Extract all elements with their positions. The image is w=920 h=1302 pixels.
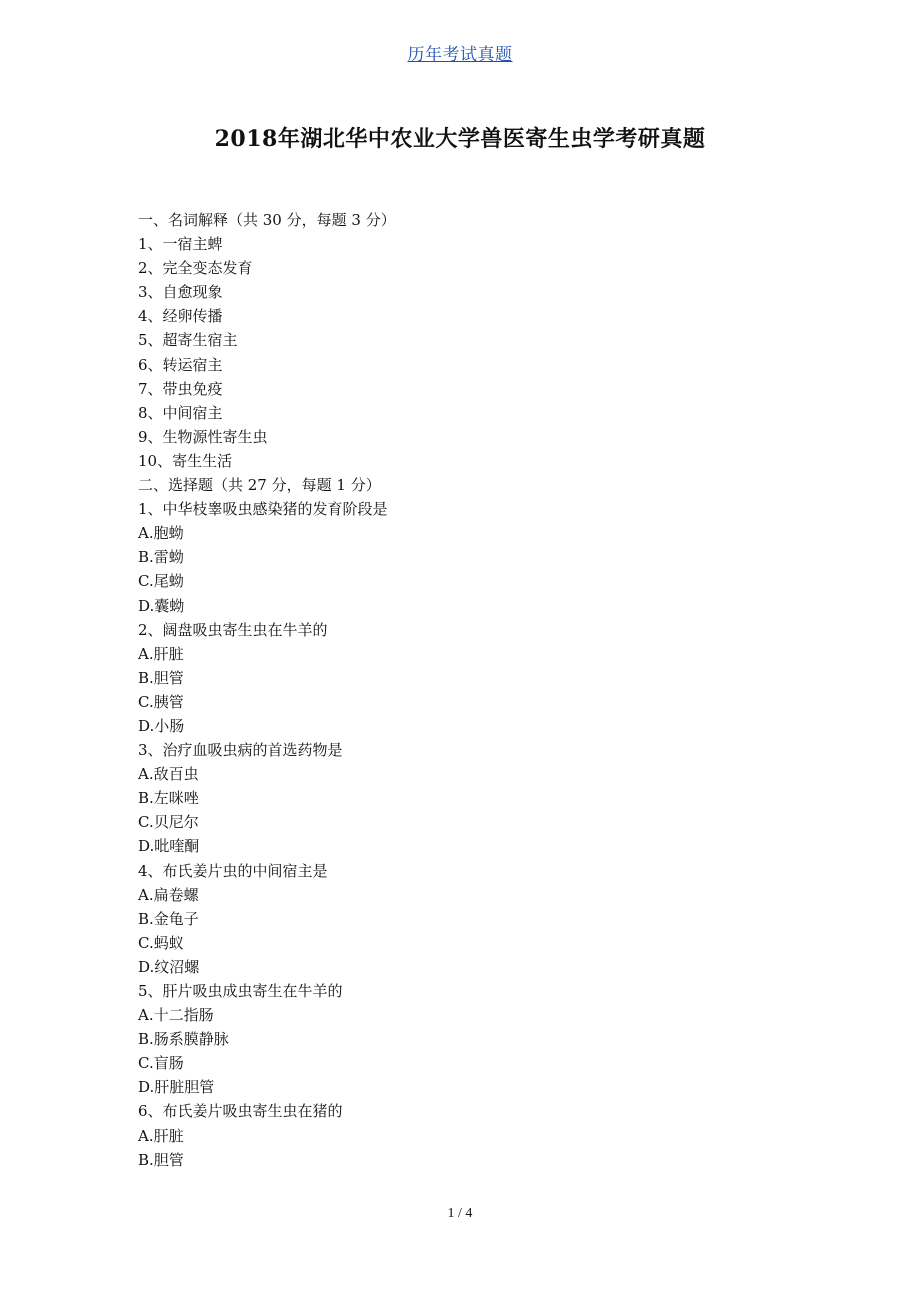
option: A.扁卷螺: [138, 885, 199, 904]
option: A.胞蚴: [138, 524, 184, 543]
option: D.肝脏胆管: [138, 1078, 215, 1097]
option: A.肝脏: [138, 1126, 184, 1145]
list-item: 2、完全变态发育: [138, 259, 253, 278]
option: B.金龟子: [138, 909, 199, 928]
option: D.纹沼螺: [138, 957, 200, 976]
option: C.盲肠: [138, 1054, 184, 1073]
option: A.肝脏: [138, 644, 184, 663]
page-indicator: 1 / 4: [447, 1206, 473, 1221]
option: B.胆管: [138, 668, 184, 687]
option: C.蚂蚁: [138, 933, 184, 952]
option: B.肠系膜静脉: [138, 1030, 229, 1049]
section-heading: 一、名词解释（共 30 分，每题 3 分）: [138, 211, 396, 229]
question: 3、治疗血吸虫病的首选药物是: [138, 741, 343, 760]
option: C.贝尼尔: [138, 813, 199, 832]
question: 6、布氏姜片吸虫寄生虫在猪的: [138, 1102, 343, 1121]
section-heading: 二、选择题（共 27 分，每题 1 分）: [138, 476, 381, 495]
list-item: 8、中间宿主: [138, 403, 223, 422]
list-item: 3、自愈现象: [138, 283, 223, 302]
list-item: 4、经卵传播: [138, 307, 223, 326]
option: B.雷蚴: [138, 548, 184, 567]
option: D.小肠: [138, 716, 185, 735]
option: C.尾蚴: [138, 572, 184, 591]
option: C.胰管: [138, 692, 184, 711]
option: A.敌百虫: [138, 765, 199, 784]
list-item: 1、一宿主蜱: [138, 235, 223, 254]
option: D.吡喹酮: [138, 837, 200, 856]
header-link[interactable]: 历年考试真题: [407, 45, 513, 65]
list-item: 5、超寄生宿主: [138, 331, 238, 350]
option: A.十二指肠: [138, 1006, 214, 1025]
question: 5、肝片吸虫成虫寄生在牛羊的: [138, 982, 343, 1000]
list-item: 10、寄生生活: [138, 451, 233, 470]
document-body: [138, 208, 798, 1172]
option: B.左咪唑: [138, 789, 199, 808]
question: 2、阔盘吸虫寄生虫在牛羊的: [138, 620, 328, 639]
list-item: 7、带虫免疫: [138, 379, 223, 398]
question: 4、布氏姜片虫的中间宿主是: [138, 861, 328, 880]
page-title: 2018年湖北华中农业大学兽医寄生虫学考研真题: [214, 126, 706, 152]
list-item: 9、生物源性寄生虫: [138, 427, 268, 446]
option: D.囊蚴: [138, 596, 185, 615]
option: B.胆管: [138, 1150, 184, 1169]
list-item: 6、转运宿主: [138, 355, 223, 374]
question: 1、中华枝睾吸虫感染猪的发育阶段是: [138, 500, 388, 519]
